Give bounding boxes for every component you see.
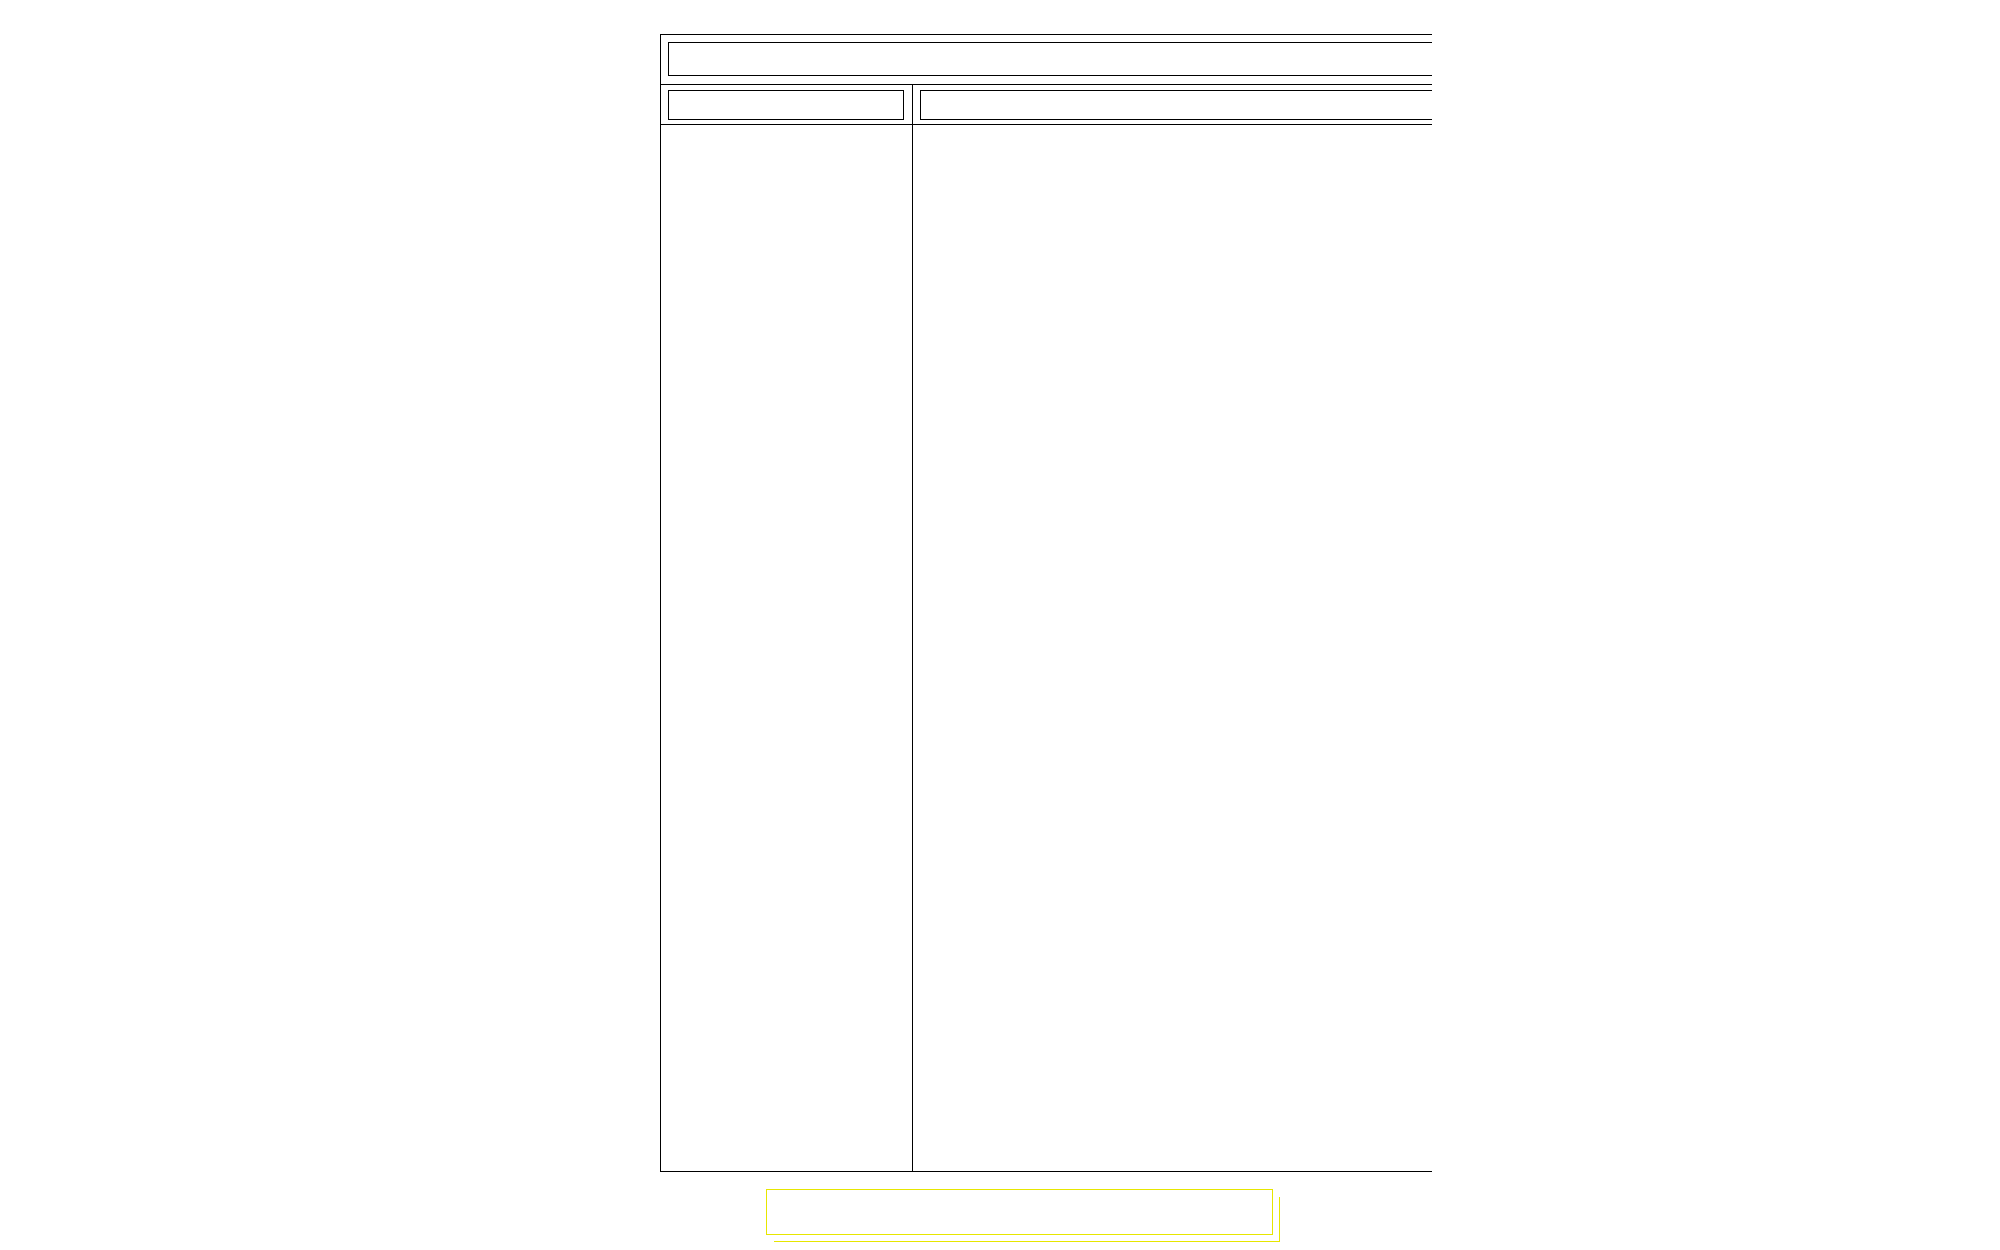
column-divider bbox=[912, 84, 913, 1171]
header-separator bbox=[660, 124, 1432, 125]
frame-bottom-border bbox=[660, 1171, 1432, 1172]
frame-top-border bbox=[660, 34, 1432, 35]
nota-frame-shadow bbox=[774, 1197, 1280, 1242]
electrical-legend bbox=[660, 34, 1432, 1171]
symbols-column-header bbox=[668, 90, 904, 120]
nota-box bbox=[766, 1189, 1281, 1243]
legend-title bbox=[668, 42, 1432, 76]
title-separator bbox=[660, 84, 1432, 85]
frame-left-border bbox=[660, 34, 661, 1171]
designations-column-header bbox=[920, 90, 1432, 120]
